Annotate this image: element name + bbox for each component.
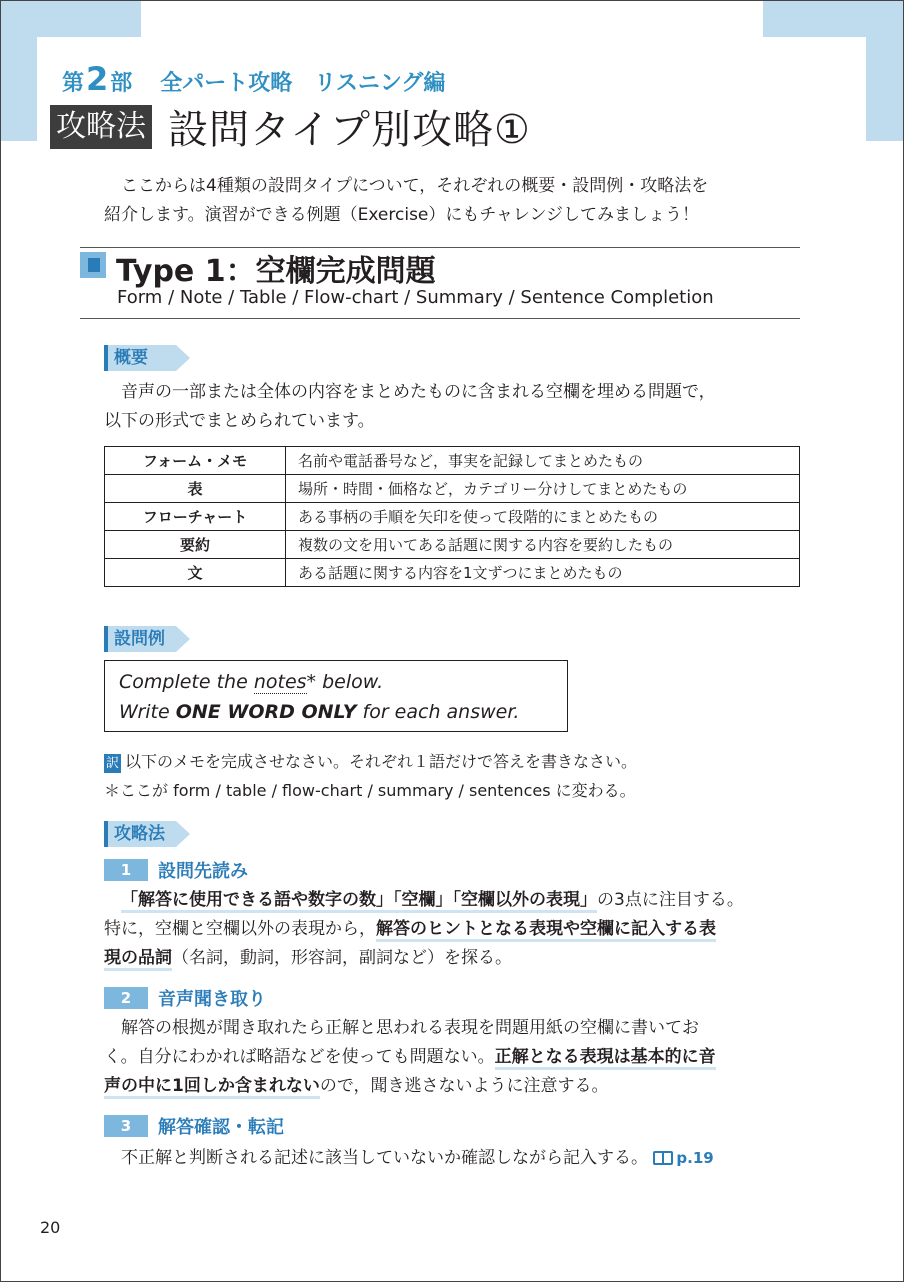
step-3-text: 不正解と判断される記述に該当していないか確認しながら記入する。 p.19 [121,1148,714,1168]
format-table [104,446,800,587]
section-label-strategy: 攻略法 [104,821,176,847]
step-title: 設問先読み [158,861,248,882]
part-heading [62,60,445,98]
step-heading-1 [104,857,248,883]
example-line-2: Write ONE WORD ONLY for each answer. [119,701,520,723]
side-decoration-left [1,1,37,141]
translation-line: 訳 以下のメモを完成させなさい。それぞれ１語だけで答えを書きなさい。 [105,752,638,771]
format-description-cell: ある事柄の手順を矢印を使って段階的にまとめたもの [286,503,800,531]
format-description-cell: 名前や電話番号など，事実を記録してまとめたもの [286,447,800,475]
side-decoration-right [866,1,903,141]
label-accent [104,626,108,652]
format-description-cell: 場所・時間・価格など，カテゴリー分けしてまとめたもの [286,475,800,503]
section-label-overview: 概要 [104,345,176,371]
format-description-cell: ある話題に関する内容を1文ずつにまとめたもの [286,559,800,587]
page-title-row [50,98,531,155]
example-note: ＊ここが form / table / flow-chart / summary / sentences に変わる。 [104,781,636,800]
step-title: 解答確認・転記 [158,1117,284,1138]
page-reference-link[interactable]: p.19 [653,1149,713,1167]
step-2-text: 解答の根拠が聞き取れたら正解と思われる表現を問題用紙の空欄に書いてお く。自分にわかれば略語などを使っても問題ない。正解となる表現は基本的に音 声の中に1回しか含まれないので，聞き逃さないように注意する。 [104,1014,804,1101]
label-accent [104,821,108,847]
example-line-1: Complete the notes* below. [119,671,384,693]
heading-marker-inner [88,258,100,272]
part-suffix: 部 [110,71,133,96]
intro-line: 紹介します。演習ができる例題（Exercise）にもチャレンジしてみましょう！ [104,205,700,225]
intro-paragraph [104,172,804,230]
label-accent [104,345,108,371]
step-number: 2 [104,987,148,1009]
page-number: 20 [40,1218,61,1237]
step-heading-3 [104,1113,284,1139]
underlined-word: notes [253,671,307,693]
step-number: 3 [104,1115,148,1137]
table-row [105,559,800,587]
table-row [105,531,800,559]
type-heading: Type 1：空欄完成問題 [116,254,436,289]
table-row [105,447,800,475]
type-subtitle: Form / Note / Table / Flow-chart / Summary / Sentence Completion [117,287,714,308]
format-name-cell: 文 [105,559,286,587]
overview-paragraph: 音声の一部または全体の内容をまとめたものに含まれる空欄を埋める問題で， 以下の形式でまとめられています。 [104,382,716,431]
format-name-cell: 表 [105,475,286,503]
table-row [105,475,800,503]
table-row [105,503,800,531]
page-title: 設問タイプ別攻略① [168,107,531,153]
translation-icon: 訳 [105,756,119,771]
part-number: 2 [86,60,109,98]
example-question-box [104,660,568,732]
divider [80,318,800,319]
format-name-cell: 要約 [105,531,286,559]
step-heading-2 [104,985,266,1011]
step-number: 1 [104,859,148,881]
format-name-cell: フォーム・メモ [105,447,286,475]
format-description-cell: 複数の文を用いてある話題に関する内容を要約したもの [286,531,800,559]
part-prefix: 第 [62,71,85,96]
book-icon [653,1151,673,1165]
intro-line: ここからは4種類の設問タイプについて，それぞれの概要・設問例・攻略法を [121,176,709,196]
step-title: 音声聞き取り [158,989,266,1010]
title-tag: 攻略法 [50,105,152,149]
format-name-cell: フローチャート [105,503,286,531]
section-label-example: 設問例 [104,626,176,652]
step-1-text: 「解答に使用できる語や数字の数」「空欄」「空欄以外の表現」の3点に注目する。 特に，空欄と空欄以外の表現から，解答のヒントとなる表現や空欄に記入する表 現の品詞（名詞，動詞，形容詞，副詞など）を探る。 [104,886,804,973]
part-title: 全パート攻略 リスニング編 [160,71,446,96]
